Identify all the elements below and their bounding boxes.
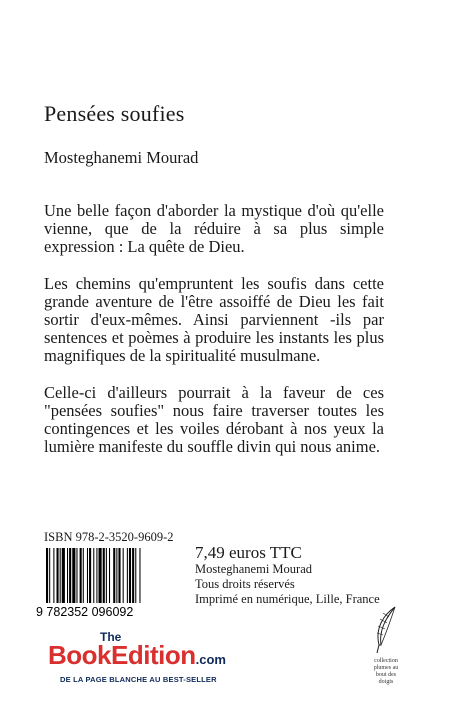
barcode-bar (135, 548, 136, 603)
barcode-bar (113, 548, 115, 603)
barcode-bar (69, 548, 71, 603)
barcode-bar (46, 548, 48, 603)
logo-the: The (100, 630, 122, 644)
barcode-bar (109, 548, 110, 603)
barcode-bar (129, 548, 131, 603)
logo-wordmark: BookEdition.com (48, 640, 226, 670)
book-author: Mosteghanemi Mourad (44, 148, 199, 167)
barcode-bar (123, 548, 124, 603)
barcode-bar (127, 548, 128, 603)
book-title: Pensées soufies (44, 101, 185, 126)
barcode-bar (89, 548, 91, 603)
rights-notice: Tous droits réservés (195, 577, 295, 591)
back-cover-blurb (44, 202, 384, 474)
barcode-bar (87, 548, 88, 603)
barcode-bar (118, 548, 120, 603)
barcode-bar (53, 548, 54, 603)
barcode-bar (76, 548, 77, 603)
barcode (34, 548, 184, 618)
barcode-bar (49, 548, 50, 603)
barcode-bar (67, 548, 68, 603)
bookedition-logo (40, 630, 250, 690)
barcode-bar (83, 548, 84, 603)
barcode-bar (103, 548, 105, 603)
blurb-paragraph: Les chemins qu'empruntent les soufis dans cette grande aventure de l'être assoiffé de Dieu les fait sortir d'eux-mêmes. Ainsi parviennent -ils par sentences et poèmes à produire les instants les plus magnifiques de la spiritualité musulmane. (44, 273, 384, 366)
blurb-paragraph: Une belle façon d'aborder la mystique d'où qu'elle vienne, que de la réduire à sa plus simple expression : La quête de Dieu. (44, 201, 384, 257)
isbn-label: ISBN 978-2-3520-9609-2 (44, 530, 174, 544)
printing-notice: Imprimé en numérique, Lille, France (195, 592, 380, 606)
barcode-bar (72, 548, 75, 603)
publication-info (195, 545, 380, 607)
barcode-bar (60, 548, 61, 603)
barcode-bar (106, 548, 107, 603)
quill-icon (365, 605, 403, 657)
blurb-paragraph: Celle-ci d'ailleurs pourrait à la faveur de ces "pensées soufies" nous faire traverser toutes les contingences et les voiles dérobant à nos yeux la lumière manifeste du souffle divin qui nous anime. (44, 382, 384, 457)
barcode-bar (99, 548, 102, 603)
barcode-bar (116, 548, 117, 603)
collection-label: collection plumes au bout des doigts (373, 658, 399, 685)
logo-tagline: DE LA PAGE BLANCHE AU BEST-SELLER (60, 675, 217, 684)
barcode-bar (132, 548, 134, 603)
barcode-bar (96, 548, 97, 603)
barcode-bar (57, 548, 59, 603)
price: 7,49 euros TTC (195, 543, 302, 562)
barcode-bar (139, 548, 140, 603)
barcode-bar (62, 548, 65, 603)
barcode-bar (80, 548, 82, 603)
info-author: Mosteghanemi Mourad (195, 562, 312, 576)
barcode-bar (93, 548, 94, 603)
barcode-digits: 9 782352 096092 (36, 605, 134, 618)
